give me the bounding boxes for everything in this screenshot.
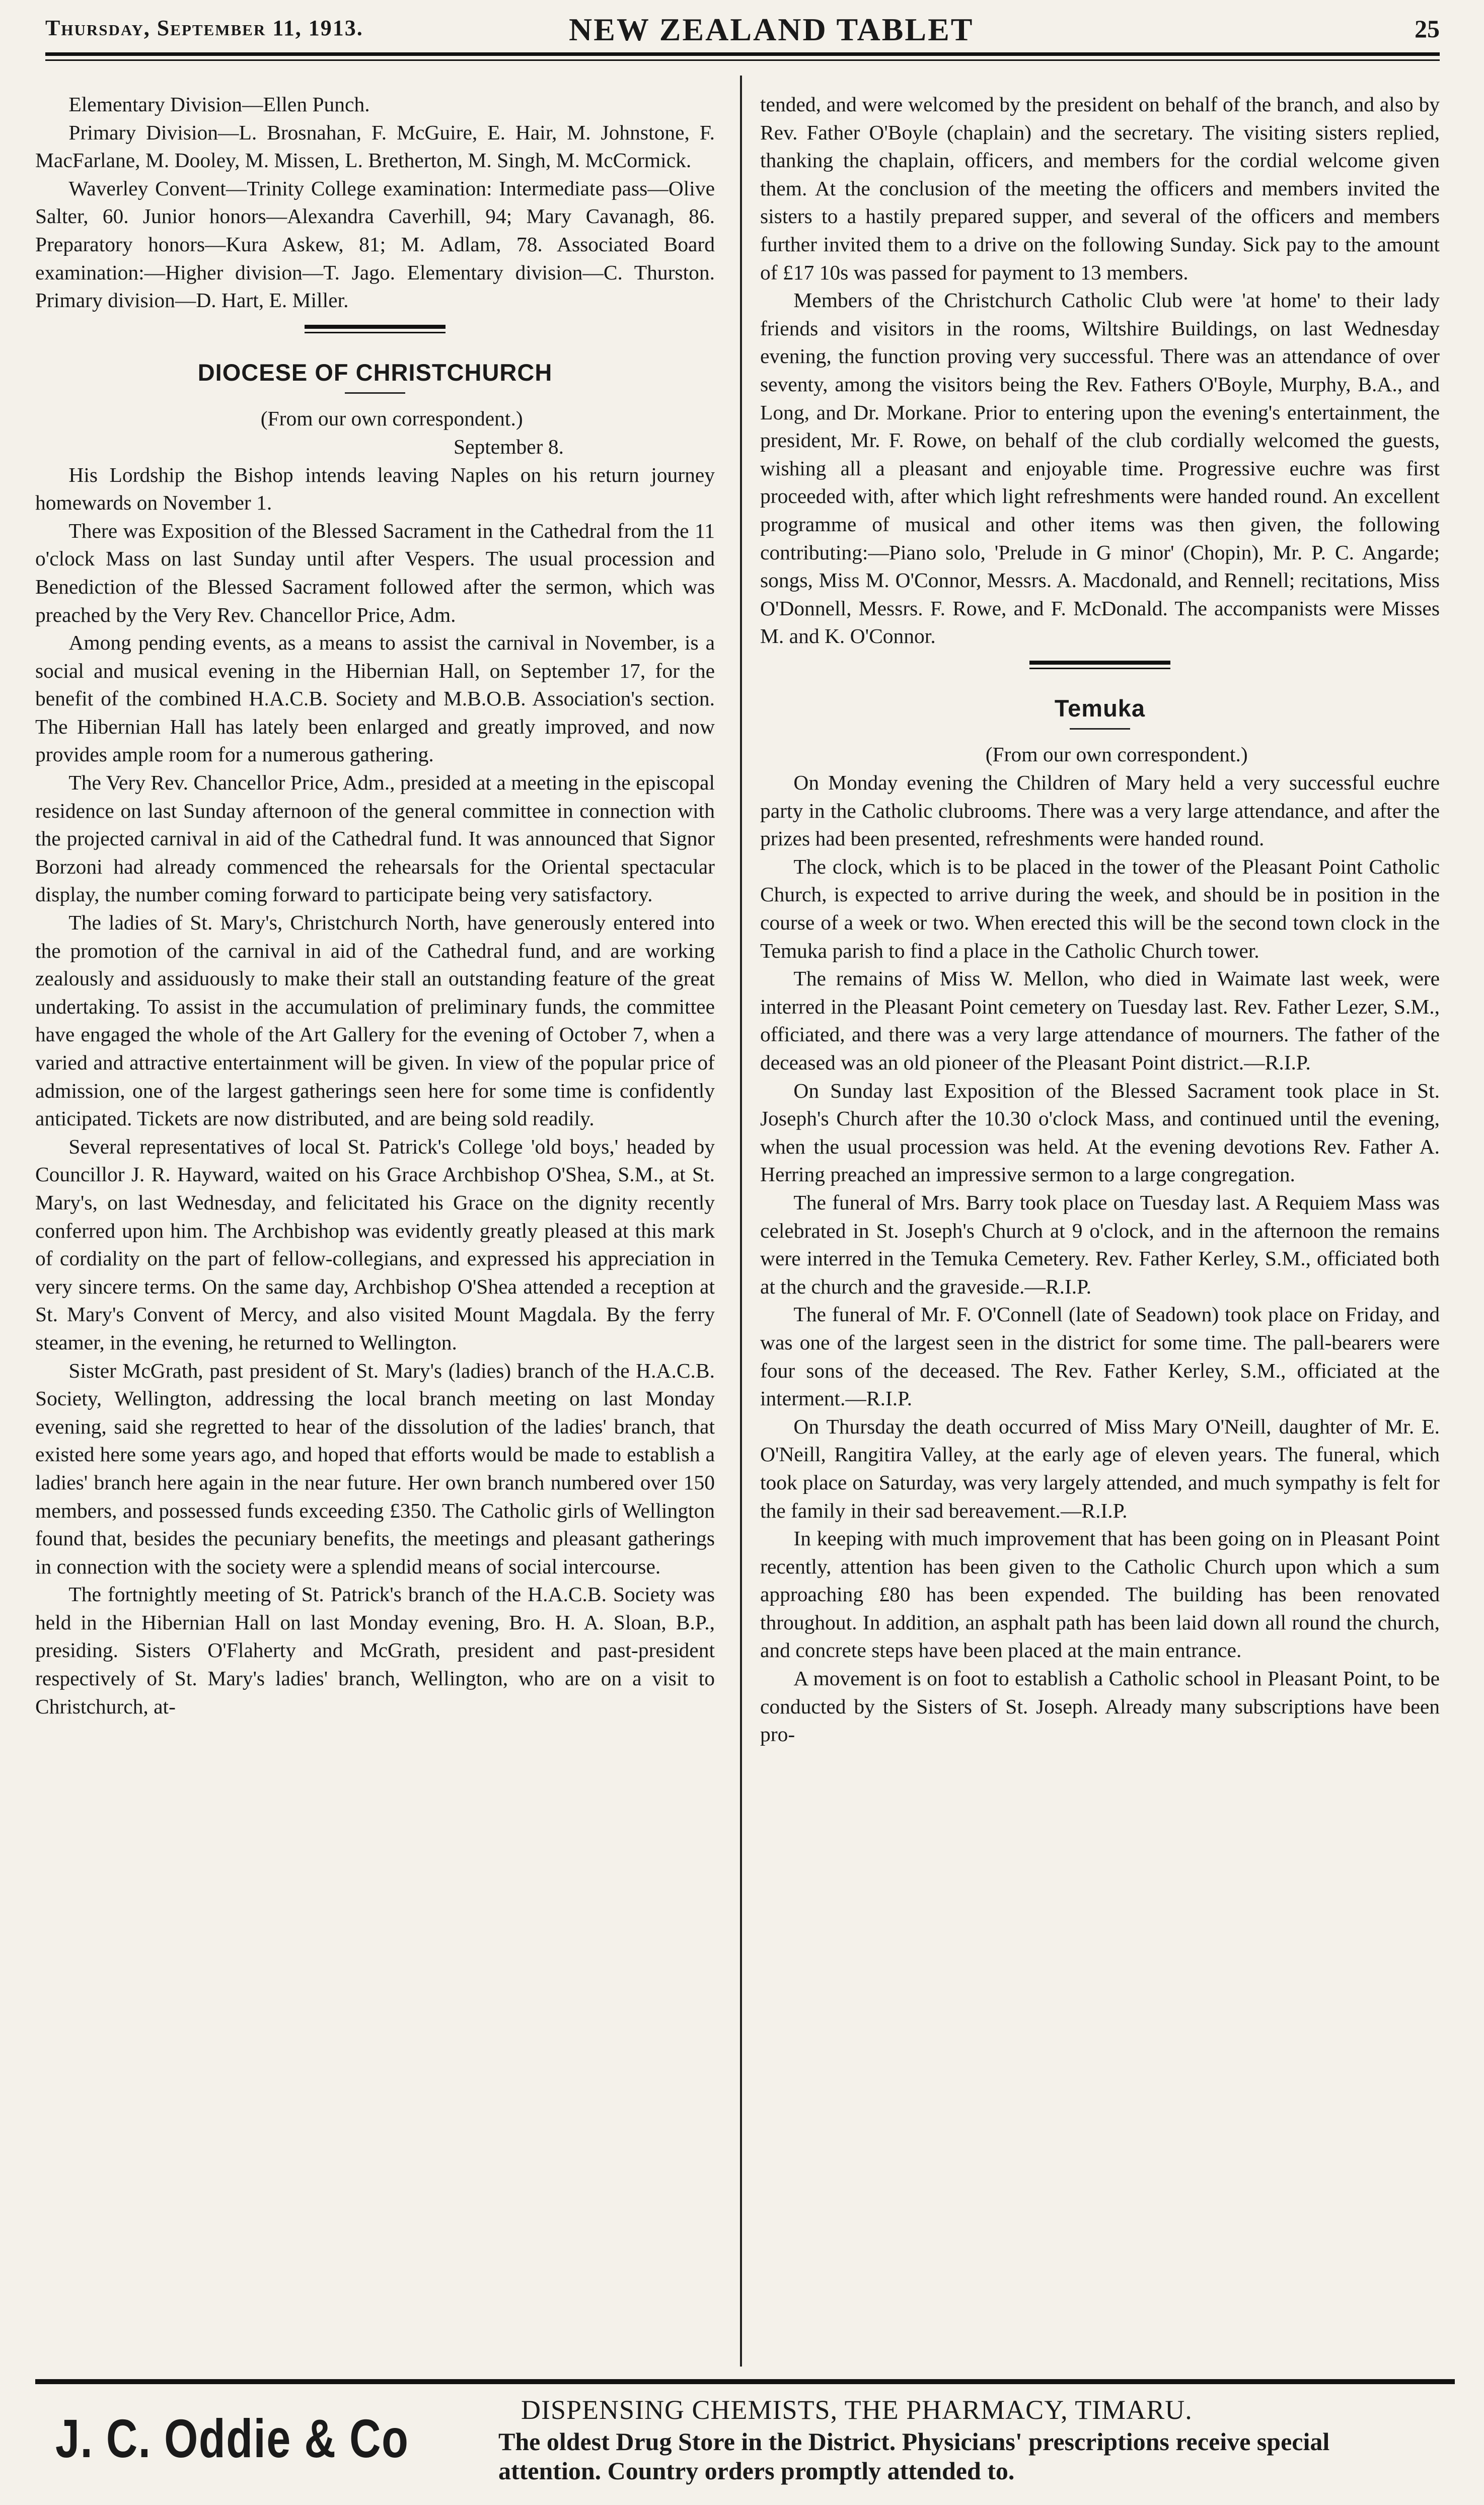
article-paragraph: There was Exposition of the Blessed Sacrament in the Cathedral from the 11 o'clock Mass on last Sunday until after Vespers. The usual procession and Benediction of the Blessed Sacrament followed after the sermon, which was preached by the Very Rev. Chancellor Price, Adm. bbox=[35, 519, 715, 626]
article-paragraph: Several representatives of local St. Patrick's College 'old boys,' headed by Councillor J. R. Hayward, waited on his Grace Archbishop O'Shea, S.M., at St. Mary's, on last Wednesday, and felicitated his Grace on the dignity recently conferred upon him. The Archbishop was evidently greatly pleased at this mark of cordiality on the part of fellow-collegians, and expressed his appreciation in very sincere terms. On the same day, Archbishop O'Shea attended a reception at St. Mary's Convent of Mercy, and also visited Mount Magdala. By the ferry steamer, in the evening, he returned to Wellington. bbox=[35, 1134, 715, 1354]
newspaper-title: NEW ZEALAND TABLET bbox=[569, 12, 974, 47]
article-paragraph: The clock, which is to be placed in the tower of the Pleasant Point Catholic Church, is expected to arrive during the week, and should be in position in the course of a week or two. When erected this will be the second town clock in the Temuka parish to find a place in the Catholic Church tower. bbox=[760, 854, 1440, 962]
masthead-rule-thick bbox=[45, 52, 1440, 56]
article-paragraph: The fortnightly meeting of St. Patrick's branch of the H.A.C.B. Society was held in the Hibernian Hall on last Monday evening, Bro. H. A. Sloan, B.P., presiding. Sisters O'Flaherty and McGrath, president and past-president respectively of St. Mary's ladies' branch, Wellington, who are on a visit to Christchurch, at- bbox=[35, 1583, 715, 1718]
article-paragraph: The funeral of Mrs. Barry took place on Tuesday last. A Requiem Mass was celebrated in St. Joseph's Church at 9 o'clock, and in the afternoon the remains were interred in the Temuka Cemetery. Rev. Father Kerley, S.M., officiated both at the church and the graveside.—R.I.P. bbox=[760, 1190, 1440, 1298]
right-column bbox=[760, 91, 1440, 2367]
article-paragraph: On Monday evening the Children of Mary held a very successful euchre party in the Catholic clubrooms. There was a very large attendance, and after the prizes had been presented, refreshments were handed round. bbox=[760, 771, 1440, 850]
article-paragraph: In keeping with much improvement that has been going on in Pleasant Point recently, attention has been given to the Catholic Church upon which a sum approaching £80 has been expended. The building has been renovated throughout. In addition, an asphalt path has been laid down all round the church, and concrete steps have been placed at the main entrance. bbox=[760, 1527, 1440, 1662]
intro-line: Elementary Division—Ellen Punch. bbox=[68, 93, 370, 116]
advertisement-line: The oldest Drug Store in the District. Physicians' prescriptions receive special bbox=[498, 2427, 1330, 2456]
masthead bbox=[45, 11, 1440, 46]
advertisement-headline: DISPENSING CHEMISTS, THE PHARMACY, TIMARU. bbox=[521, 2395, 1193, 2425]
heading-underline bbox=[345, 392, 405, 394]
article-paragraph: Sister McGrath, past president of St. Mary's (ladies) branch of the H.A.C.B. Society, Wellington, addressing the local branch meeting on last Monday evening, said she regretted to hear of the dissolution of the ladies' branch, that existed here some years ago, and hoped that efforts would be made to establish a ladies' branch here again in the near future. Her own branch numbered over 150 members, and possessed funds exceeding £350. The Catholic girls of Wellington found that, besides the pecuniary benefits, the meetings and pleasant gatherings in connection with the society were a splendid means of social intercourse. bbox=[35, 1358, 715, 1578]
article-paragraph: The Very Rev. Chancellor Price, Adm., presided at a meeting in the episcopal residence on last Sunday afternoon of the general committee in connection with the projected carnival in aid of the Cathedral fund. It was announced that Signor Borzoni had already commenced the rehearsals for the Oriental spectacular display, the number coming forward to participate being very satisfactory. bbox=[35, 771, 715, 906]
article-paragraph: The remains of Miss W. Mellon, who died in Waimate last week, were interred in the Pleasant Point cemetery on Tuesday last. Rev. Father Lezer, S.M., officiated, and there was a very large attendance of mourners. The father of the deceased was an old pioneer of the Pleasant Point district.—R.I.P. bbox=[760, 967, 1440, 1074]
article-paragraph: On Thursday the death occurred of Miss Mary O'Neill, daughter of Mr. E. O'Neill, Rangitira Valley, at the early age of eleven years. The funeral, which took place on Saturday, was very largely attended, and much sympathy is felt for the family in their sad bereavement.—R.I.P. bbox=[760, 1414, 1440, 1522]
correspondent-note: (From our own correspondent.) bbox=[985, 743, 1248, 766]
section-heading-diocese: DIOCESE OF CHRISTCHURCH bbox=[197, 359, 553, 386]
masthead-rule-thin bbox=[45, 59, 1440, 61]
left-column bbox=[35, 91, 715, 2367]
article-paragraph: His Lordship the Bishop intends leaving Naples on his return journey homewards on November 1. bbox=[35, 463, 715, 515]
correspondent-note: (From our own correspondent.) bbox=[260, 407, 523, 431]
article-paragraph: A movement is on foot to establish a Catholic school in Pleasant Point, to be conducted by the Sisters of St. Joseph. Already many subscriptions have been pro- bbox=[760, 1667, 1440, 1746]
intro-line: Primary Division—L. Brosnahan, F. McGuire, E. Hair, M. Johnstone, F. MacFarlane, M. Dooley, M. Missen, L. Bretherton, M. Singh, M. McCormick. bbox=[35, 120, 715, 172]
advertisement-line: attention. Country orders promptly attended to. bbox=[498, 2457, 1015, 2485]
page-number: 25 bbox=[1415, 15, 1440, 43]
heading-underline bbox=[1070, 728, 1130, 730]
issue-date: Thursday, September 11, 1913. bbox=[45, 16, 363, 40]
article-paragraph: On Sunday last Exposition of the Blessed Sacrament took place in St. Joseph's Church after the 10.30 o'clock Mass, and continued until the evening, when the usual procession was held. At the evening devotions Rev. Father A. Herring preached an impressive sermon to a large congregation. bbox=[760, 1079, 1440, 1186]
article-paragraph: The ladies of St. Mary's, Christchurch North, have generously entered into the promotion of the carnival in aid of the Cathedral fund, and are working zealously and assiduously to make their stall an outstanding feature of the great undertaking. To assist in the accumulation of preliminary funds, the committee have engaged the whole of the Art Gallery for the evening of October 7, when a varied and attractive entertainment will be given. In view of the popular price of admission, one of the largest gatherings seen here for some time is confidently anticipated. Tickets are now distributed, and are being sold readily. bbox=[35, 911, 715, 1130]
article-paragraph: tended, and were welcomed by the president on behalf of the branch, and also by Rev. Father O'Boyle (chaplain) and the secretary. The visiting sisters replied, thanking the chaplain, officers, and members for the cordial welcome given them. At the conclusion of the meeting the officers and members invited the sisters to a hastily prepared supper, and several of the officers and members further invited them to a drive on the following Sunday. Sick pay to the amount of £17 10s was passed for payment to 13 members. bbox=[760, 93, 1440, 284]
column-divider bbox=[740, 76, 742, 2367]
advertisement-body bbox=[498, 2427, 1445, 2485]
section-heading-temuka: Temuka bbox=[1054, 694, 1146, 722]
intro-line: Waverley Convent—Trinity College examination: Intermediate pass—Olive Salter, 60. Junior honors—Alexandra Caverhill, 94; Mary Cavanagh, 86. Preparatory honors—Kura Askew, 81; M. Adlam, 78. Associated Board examination:—Higher division—T. Jago. Elementary division—C. Thurston. Primary division—D. Hart, E. Miller. bbox=[35, 176, 715, 312]
article-paragraph: Among pending events, as a means to assist the carnival in November, is a social and musical evening in the Hibernian Hall, on September 17, for the benefit of the combined H.A.C.B. Society and M.B.O.B. Association's section. The Hibernian Hall has lately been enlarged and greatly improved, and now provides ample room for a numerous gathering. bbox=[35, 631, 715, 766]
article-paragraph: Members of the Christchurch Catholic Club were 'at home' to their lady friends and visitors in the rooms, Wiltshire Buildings, on last Wednesday evening, the function proving very successful. There was an attendance of over seventy, among the visitors being the Rev. Fathers O'Boyle, Murphy, B.A., and Long, and Dr. Morkane. Prior to entering upon the evening's entertainment, the president, Mr. F. Rowe, on behalf of the club cordially welcomed the guests, wishing all a pleasant and enjoyable time. Progressive euchre was first proceeded with, after which light refreshments were handed round. An excellent programme of musical and other items was then given, the following contributing:—Piano solo, 'Prelude in G minor' (Chopin), Mr. P. C. Angarde; songs, Miss M. O'Connor, Messrs. A. Macdonald, and Rennell; recitations, Miss O'Donnell, Messrs. F. Rowe, and F. McDonald. The accompanists were Misses M. and K. O'Connor. bbox=[760, 289, 1440, 648]
section-separator bbox=[305, 325, 446, 333]
advertiser-name: J. C. Oddie & Co bbox=[55, 2408, 409, 2469]
dateline: September 8. bbox=[454, 435, 564, 458]
section-separator bbox=[1029, 661, 1170, 669]
article-paragraph: The funeral of Mr. F. O'Connell (late of Seadown) took place on Friday, and was one of the largest seen in the district for some time. The pall-bearers were four sons of the deceased. The Rev. Father Kerley, S.M., officiated at the interment.—R.I.P. bbox=[760, 1303, 1440, 1410]
footer-rule bbox=[35, 2379, 1455, 2384]
